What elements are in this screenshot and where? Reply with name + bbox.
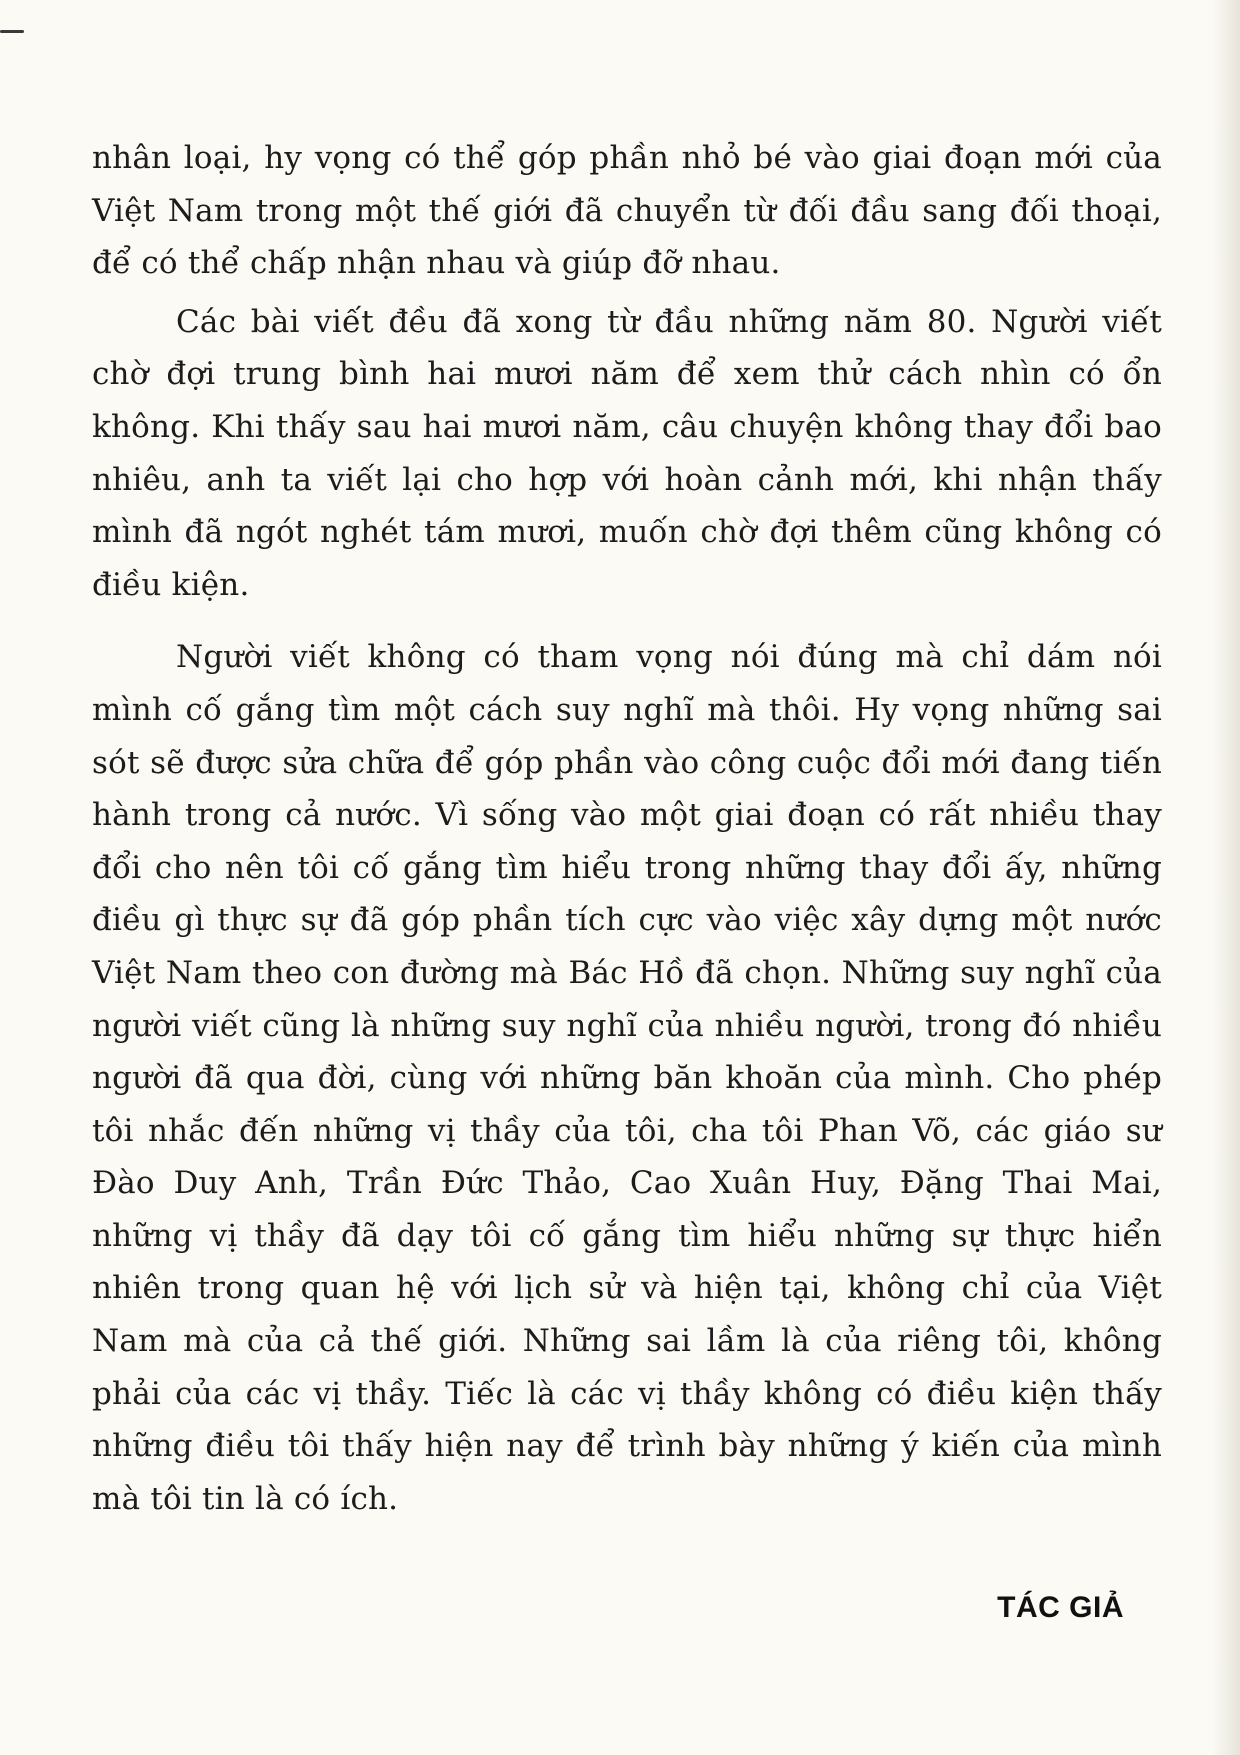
page-edge-shadow bbox=[1212, 0, 1240, 1755]
paragraph-2: Các bài viết đều đã xong từ đầu những năm 80. Người viết chờ đợi trung bình hai mươi năm để xem thử cách nhìn có ổn không. Khi thấy sau hai mươi năm, câu chuyện không thay đổi bao nhiêu, anh ta viết lại cho hợp với hoàn cảnh mới, khi nhận thấy mình đã ngót nghét tám mươi, muốn chờ đợi thêm cũng không có điều kiện. bbox=[92, 303, 1162, 603]
paragraph-3: Người viết không có tham vọng nói đúng mà chỉ dám nói mình cố gắng tìm một cách suy nghĩ mà thôi. Hy vọng những sai sót sẽ được sửa chữa để góp phần vào công cuộc đổi mới đang tiến hành trong cả nước. Vì sống vào một giai đoạn có rất nhiều thay đổi cho nên tôi cố gắng tìm hiểu trong những thay đổi ấy, những điều gì thực sự đã góp phần tích cực vào việc xây dựng một nước Việt Nam theo con đường mà Bác Hồ đã chọn. Những suy nghĩ của người viết cũng là những suy nghĩ của nhiều người, trong đó nhiều người đã qua đời, cùng với những băn khoăn của mình. Cho phép tôi nhắc đến những vị thầy của tôi, cha tôi Phan Võ, các giáo sư Đào Duy Anh, Trần Đức Thảo, Cao Xuân Huy, Đặng Thai Mai, những vị thầy đã dạy tôi cố gắng tìm hiểu những sự thực hiển nhiên trong quan hệ với lịch sử và hiện tại, không chỉ của Việt Nam mà của cả thế giới. Những sai lầm là của riêng tôi, không phải của các vị thầy. Tiếc là các vị thầy không có điều kiện thấy những điều tôi thấy hiện nay để trình bày những ý kiến của mình mà tôi tin là có ích. bbox=[92, 639, 1162, 1517]
body-text bbox=[92, 132, 1162, 1525]
author-signature: TÁC GIẢ bbox=[997, 1591, 1124, 1624]
scan-edge-mark bbox=[0, 30, 24, 33]
paragraph-1: nhân loại, hy vọng có thể góp phần nhỏ bé vào giai đoạn mới của Việt Nam trong một thế giới đã chuyển từ đối đầu sang đối thoại, để có thể chấp nhận nhau và giúp đỡ nhau. bbox=[92, 140, 1162, 282]
